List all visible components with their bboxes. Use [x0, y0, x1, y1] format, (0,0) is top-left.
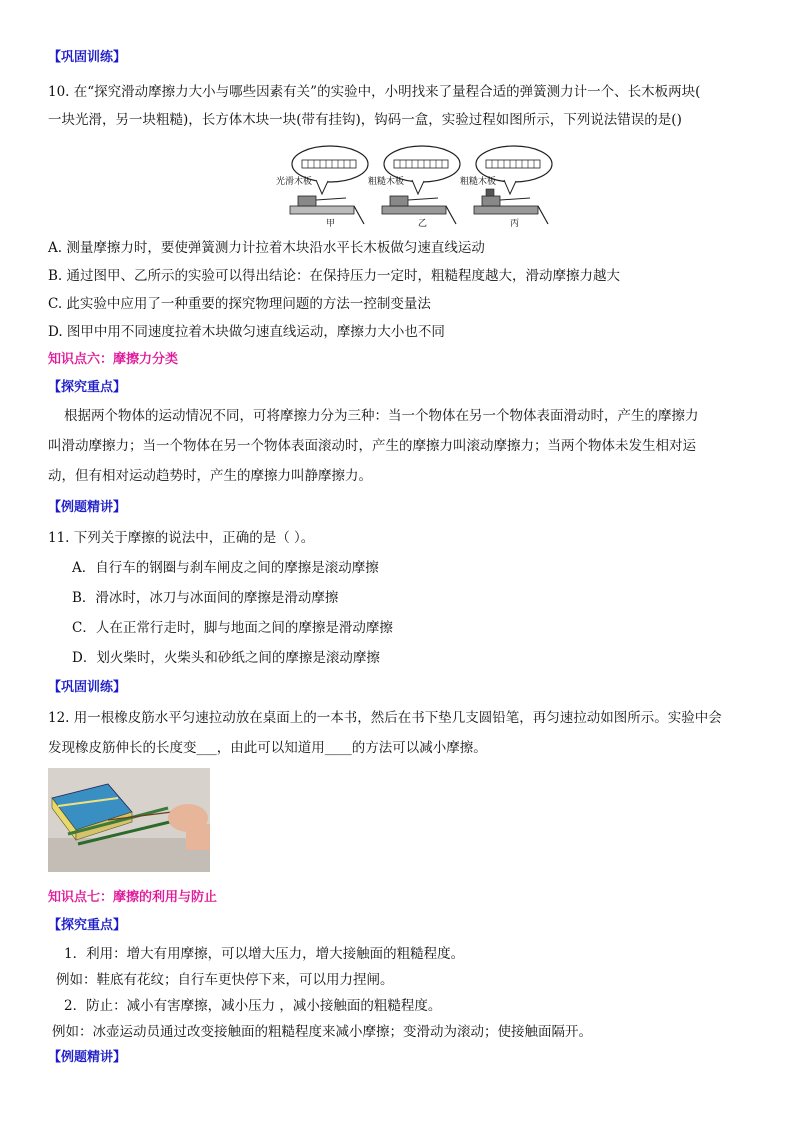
experiment-a — [276, 146, 368, 229]
kp7-point-2: 2．防止：减小有害摩擦，减小压力 ，减小接触面的粗糙程度。 — [64, 998, 442, 1014]
kp6-paragraph-line-1: 根据两个物体的运动情况不同，可将摩擦力分为三种：当一个物体在另一个物体表面滑动时，产生的摩擦力 — [64, 408, 699, 424]
q10-option-d: D. 图甲中用不同速度拉着木块做匀速直线运动，摩擦力大小也不同 — [48, 324, 445, 340]
knowledge-point-6-title: 知识点六：摩擦力分类 — [48, 352, 179, 367]
section-tag-focus-2: 【探究重点】 — [48, 918, 127, 933]
q10-option-a: A. 测量摩擦力时，要使弹簧测力计拉着木块沿水平长木板做匀速直线运动 — [48, 240, 485, 256]
figure-label-bing: 丙 — [510, 219, 520, 229]
q11-option-b: B．滑冰时，冰刀与冰面间的摩擦是滑动摩擦 — [72, 590, 339, 606]
q11-option-a: A．自行车的钢圈与刹车闸皮之间的摩擦是滚动摩擦 — [72, 560, 379, 576]
figure-label-yi: 乙 — [418, 219, 428, 229]
kp7-point-1: 1．利用：增大有用摩擦，可以增大压力，增大接触面的粗糙程度。 — [64, 946, 465, 962]
section-tag-example-2: 【例题精讲】 — [48, 1050, 127, 1065]
book-pencil-photo — [48, 768, 210, 872]
kp6-paragraph-line-3: 动，但有相对运动趋势时，产生的摩擦力叫静摩擦力。 — [48, 468, 372, 484]
board-label-a1: 光滑木板 — [276, 177, 313, 187]
question-12-line-2: 发现橡皮筋伸长的长度变___，由此可以知道用____的方法可以减小摩擦。 — [48, 740, 487, 756]
q11-option-d: D．划火柴时，火柴头和砂纸之间的摩擦是滚动摩擦 — [72, 650, 380, 666]
kp6-paragraph-line-2: 叫滑动摩擦力；当一个物体在另一个物体表面滚动时，产生的摩擦力叫滚动摩擦力；当两个物体未发生相对运 — [48, 438, 696, 454]
experiment-c — [460, 146, 552, 229]
board-label-c: 粗糙木板 — [460, 177, 497, 187]
book-pencil-illustration — [48, 768, 210, 872]
experiment-b — [368, 146, 460, 229]
friction-experiment-figure — [276, 140, 556, 230]
kp7-point-1-example: 例如：鞋底有花纹；自行车更快停下来，可以用力捏闸。 — [56, 972, 394, 988]
question-10-line-1: 10. 在“探究滑动摩擦力大小与哪些因素有关”的实验中，小明找来了量程合适的弹簧测力计一个、长木板两块( — [48, 84, 701, 100]
kp7-point-2-example: 例如：冰壶运动员通过改变接触面的粗糙程度来减小摩擦；变滑动为滚动；使接触面隔开。 — [52, 1024, 592, 1040]
section-tag-focus: 【探究重点】 — [48, 380, 127, 395]
q10-option-b: B. 通过图甲、乙所示的实验可以得出结论：在保持压力一定时，粗糙程度越大，滑动摩擦力越大 — [48, 268, 621, 284]
q11-option-c: C．人在正常行走时，脚与地面之间的摩擦是滑动摩擦 — [72, 620, 393, 636]
section-tag-practice-2: 【巩固训练】 — [48, 680, 127, 695]
question-12-line-1: 12. 用一根橡皮筋水平匀速拉动放在桌面上的一本书，然后在书下垫几支圆铅笔，再匀速拉动如图所示。实验中会 — [48, 710, 722, 726]
q10-option-c: C. 此实验中应用了一种重要的探究物理问题的方法一控制变量法 — [48, 296, 431, 312]
section-tag-example: 【例题精讲】 — [48, 500, 127, 515]
board-label-b: 粗糙木板 — [368, 177, 405, 187]
question-11: 11. 下列关于摩擦的说法中，正确的是（ ）。 — [48, 530, 315, 546]
section-tag-practice: 【巩固训练】 — [48, 50, 127, 65]
figure-label-jia: 甲 — [326, 219, 336, 229]
knowledge-point-7-title: 知识点七：摩擦的利用与防止 — [48, 890, 218, 905]
question-10-line-2: 一块光滑，另一块粗糙)，长方体木块一块(带有挂钩)，钩码一盒，实验过程如图所示，下列说法错误的是() — [48, 112, 682, 128]
